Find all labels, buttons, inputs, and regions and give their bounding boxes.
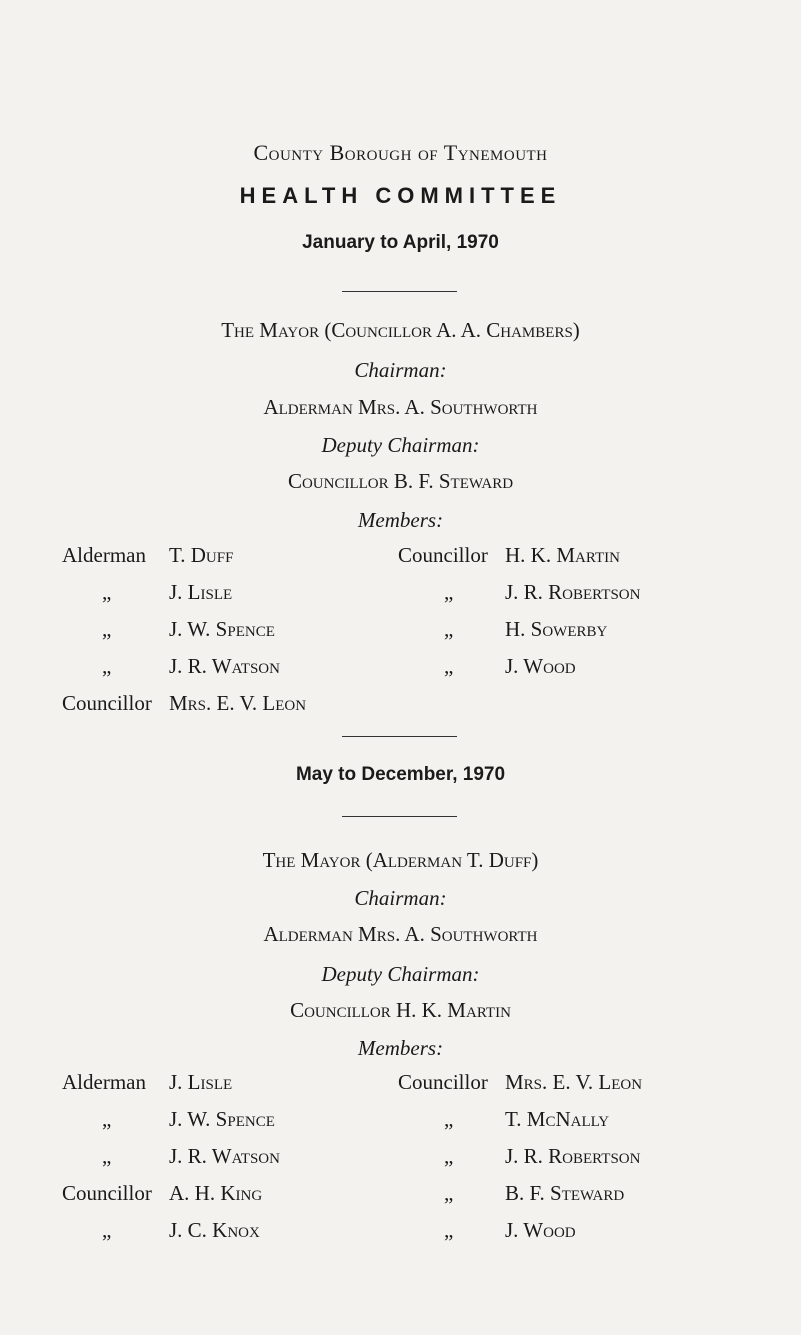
divider xyxy=(342,816,457,817)
period2-members-right xyxy=(398,1070,793,1255)
ditto-mark: „ xyxy=(444,1218,454,1242)
ditto-mark: „ xyxy=(444,617,454,641)
period1-heading: January to April, 1970 xyxy=(302,232,499,253)
period2-heading: May to December, 1970 xyxy=(295,764,506,785)
ditto-mark: „ xyxy=(444,580,454,604)
period1-deputy-label: Deputy Chairman: xyxy=(321,433,480,457)
borough-heading: County Borough of Tynemouth xyxy=(253,140,548,165)
member-name: A. H. King xyxy=(169,1181,263,1205)
member-name: J. W. Spence xyxy=(169,1107,275,1131)
member-title: Councillor xyxy=(62,1181,152,1205)
member-name: J. Wood xyxy=(505,654,576,678)
member-name: J. C. Knox xyxy=(169,1218,260,1242)
ditto-mark: „ xyxy=(102,1107,112,1131)
ditto-mark: „ xyxy=(444,654,454,678)
member-name: B. F. Steward xyxy=(505,1181,625,1205)
ditto-mark: „ xyxy=(444,1181,454,1205)
period1-members-left xyxy=(62,543,362,728)
member-name: J. R. Watson xyxy=(169,654,280,678)
period1-members-label: Members: xyxy=(357,508,444,532)
member-row xyxy=(62,1070,362,1107)
member-row xyxy=(398,1070,793,1107)
member-title: Alderman xyxy=(62,543,146,567)
member-row xyxy=(62,1107,362,1144)
member-title: Councillor xyxy=(398,1070,488,1094)
committee-heading: HEALTH COMMITTEE xyxy=(239,183,562,208)
ditto-mark: „ xyxy=(102,580,112,604)
divider xyxy=(342,291,457,292)
member-name: J. R. Robertson xyxy=(505,1144,641,1168)
member-name: J. Wood xyxy=(505,1218,576,1242)
member-row xyxy=(62,617,362,654)
ditto-mark: „ xyxy=(102,1218,112,1242)
member-name: T. McNally xyxy=(505,1107,610,1131)
member-name: Mrs. E. V. Leon xyxy=(505,1070,643,1094)
period1-chairman: Alderman Mrs. A. Southworth xyxy=(263,395,538,419)
period2-mayor: The Mayor (Alderman T. Duff) xyxy=(262,848,539,872)
member-name: J. Lisle xyxy=(169,1070,233,1094)
member-name: J. W. Spence xyxy=(169,617,275,641)
member-name: J. R. Watson xyxy=(169,1144,280,1168)
ditto-mark: „ xyxy=(102,1144,112,1168)
period2-chairman-label: Chairman: xyxy=(354,886,447,910)
member-row xyxy=(398,543,793,580)
member-row xyxy=(398,1144,793,1181)
ditto-mark: „ xyxy=(102,617,112,641)
member-row xyxy=(398,654,793,691)
member-row xyxy=(62,1218,362,1255)
member-title: Councillor xyxy=(62,691,152,715)
period1-members-right xyxy=(398,543,793,691)
member-row xyxy=(62,1181,362,1218)
member-name: J. Lisle xyxy=(169,580,233,604)
member-row xyxy=(398,580,793,617)
member-row xyxy=(62,580,362,617)
member-name: Mrs. E. V. Leon xyxy=(169,691,307,715)
member-title: Alderman xyxy=(62,1070,146,1094)
period1-chairman-label: Chairman: xyxy=(354,358,447,382)
period2-deputy-label: Deputy Chairman: xyxy=(321,962,480,986)
divider xyxy=(342,736,457,737)
member-row xyxy=(398,1107,793,1144)
member-name: J. R. Robertson xyxy=(505,580,641,604)
member-title: Councillor xyxy=(398,543,488,567)
member-row xyxy=(62,543,362,580)
period2-deputy: Councillor H. K. Martin xyxy=(290,998,511,1022)
member-name: H. Sowerby xyxy=(505,617,608,641)
member-row xyxy=(398,1218,793,1255)
member-name: T. Duff xyxy=(169,543,234,567)
member-row xyxy=(62,654,362,691)
member-row xyxy=(62,1144,362,1181)
period2-chairman: Alderman Mrs. A. Southworth xyxy=(263,922,538,946)
ditto-mark: „ xyxy=(102,654,112,678)
ditto-mark: „ xyxy=(444,1144,454,1168)
period2-members-left xyxy=(62,1070,362,1255)
period2-members-label: Members: xyxy=(357,1036,444,1060)
member-name: H. K. Martin xyxy=(505,543,620,567)
period1-mayor: The Mayor (Councillor A. A. Chambers) xyxy=(221,318,580,342)
member-row xyxy=(398,1181,793,1218)
member-row xyxy=(398,617,793,654)
period1-deputy: Councillor B. F. Steward xyxy=(287,469,514,493)
member-row xyxy=(62,691,362,728)
ditto-mark: „ xyxy=(444,1107,454,1131)
